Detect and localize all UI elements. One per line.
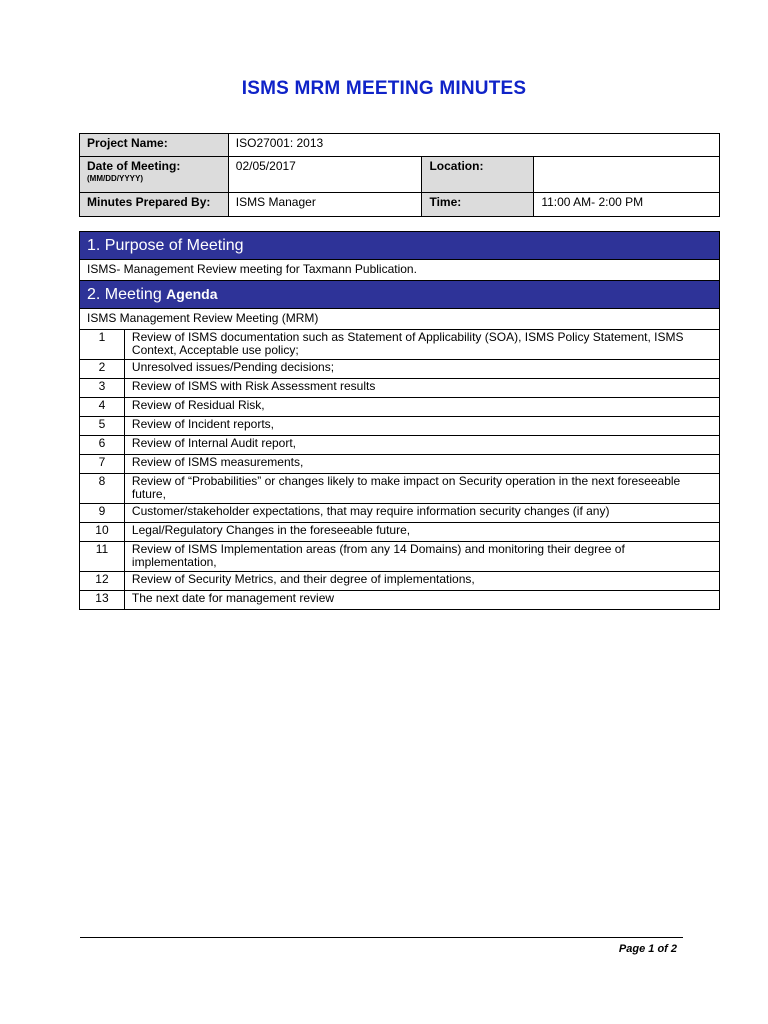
agenda-item-text: Review of Incident reports, bbox=[124, 417, 719, 436]
agenda-item-text: Review of ISMS measurements, bbox=[124, 455, 719, 474]
location-value bbox=[534, 157, 720, 193]
date-of-meeting-cell bbox=[80, 157, 229, 193]
table-row bbox=[80, 379, 720, 398]
footer-divider bbox=[80, 937, 683, 938]
agenda-item-number: 13 bbox=[80, 591, 125, 610]
agenda-item-text: Unresolved issues/Pending decisions; bbox=[124, 360, 719, 379]
project-name-label: Project Name: bbox=[80, 134, 229, 157]
prepared-time-row bbox=[80, 193, 720, 217]
agenda-item-number: 4 bbox=[80, 398, 125, 417]
purpose-agenda-table bbox=[79, 231, 720, 610]
agenda-item-number: 11 bbox=[80, 542, 125, 572]
agenda-item-text: Review of Residual Risk, bbox=[124, 398, 719, 417]
agenda-item-text: Customer/stakeholder expectations, that may require information security changes (if any) bbox=[124, 504, 719, 523]
agenda-heading bbox=[80, 281, 720, 309]
agenda-intro: ISMS Management Review Meeting (MRM) bbox=[80, 309, 720, 330]
meeting-info-table bbox=[79, 133, 720, 217]
agenda-item-number: 2 bbox=[80, 360, 125, 379]
table-row bbox=[80, 360, 720, 379]
agenda-item-text: Review of ISMS with Risk Assessment results bbox=[124, 379, 719, 398]
table-row bbox=[80, 474, 720, 504]
agenda-item-text: Review of Security Metrics, and their degree of implementations, bbox=[124, 572, 719, 591]
table-row bbox=[80, 398, 720, 417]
agenda-item-number: 9 bbox=[80, 504, 125, 523]
time-label: Time: bbox=[422, 193, 534, 217]
minutes-prepared-by-label: Minutes Prepared By: bbox=[80, 193, 229, 217]
agenda-item-text: Review of “Probabilities” or changes likely to make impact on Security operation in the next foreseeable future, bbox=[124, 474, 719, 504]
agenda-item-number: 1 bbox=[80, 330, 125, 360]
purpose-text-row bbox=[80, 260, 720, 281]
table-row bbox=[80, 523, 720, 542]
table-row bbox=[80, 417, 720, 436]
date-of-meeting-label: Date of Meeting: bbox=[87, 159, 181, 173]
document-title: ISMS MRM MEETING MINUTES bbox=[241, 78, 527, 99]
agenda-item-number: 6 bbox=[80, 436, 125, 455]
table-row bbox=[80, 542, 720, 572]
agenda-intro-row bbox=[80, 309, 720, 330]
table-row bbox=[80, 504, 720, 523]
date-of-meeting-value: 02/05/2017 bbox=[228, 157, 422, 193]
table-row bbox=[80, 330, 720, 360]
minutes-prepared-by-value: ISMS Manager bbox=[228, 193, 422, 217]
agenda-item-number: 12 bbox=[80, 572, 125, 591]
agenda-item-text: Review of Internal Audit report, bbox=[124, 436, 719, 455]
date-format-hint: (MM/DD/YYYY) bbox=[87, 174, 143, 183]
time-value: 11:00 AM- 2:00 PM bbox=[534, 193, 720, 217]
agenda-item-number: 7 bbox=[80, 455, 125, 474]
page-number: Page 1 of 2 bbox=[618, 943, 677, 955]
table-row bbox=[80, 436, 720, 455]
agenda-item-text: The next date for management review bbox=[124, 591, 719, 610]
agenda-item-number: 5 bbox=[80, 417, 125, 436]
agenda-item-text: Legal/Regulatory Changes in the foreseeable future, bbox=[124, 523, 719, 542]
agenda-item-number: 8 bbox=[80, 474, 125, 504]
project-name-row bbox=[80, 134, 720, 157]
table-row bbox=[80, 455, 720, 474]
date-location-row bbox=[80, 157, 720, 193]
project-name-value: ISO27001: 2013 bbox=[228, 134, 719, 157]
purpose-heading: 1. Purpose of Meeting bbox=[80, 232, 720, 260]
purpose-text: ISMS- Management Review meeting for Taxmann Publication. bbox=[80, 260, 720, 281]
agenda-item-text: Review of ISMS Implementation areas (from any 14 Domains) and monitoring their degree of implementation, bbox=[124, 542, 719, 572]
location-label: Location: bbox=[422, 157, 534, 193]
table-row bbox=[80, 591, 720, 610]
purpose-heading-row bbox=[80, 232, 720, 260]
agenda-item-number: 3 bbox=[80, 379, 125, 398]
agenda-item-number: 10 bbox=[80, 523, 125, 542]
agenda-heading-word: Agenda bbox=[166, 286, 218, 302]
agenda-item-text: Review of ISMS documentation such as Statement of Applicability (SOA), ISMS Policy Statement, ISMS Context, Acceptable use policy; bbox=[124, 330, 719, 360]
agenda-heading-row bbox=[80, 281, 720, 309]
table-row bbox=[80, 572, 720, 591]
agenda-heading-main: 2. Meeting bbox=[87, 286, 162, 303]
